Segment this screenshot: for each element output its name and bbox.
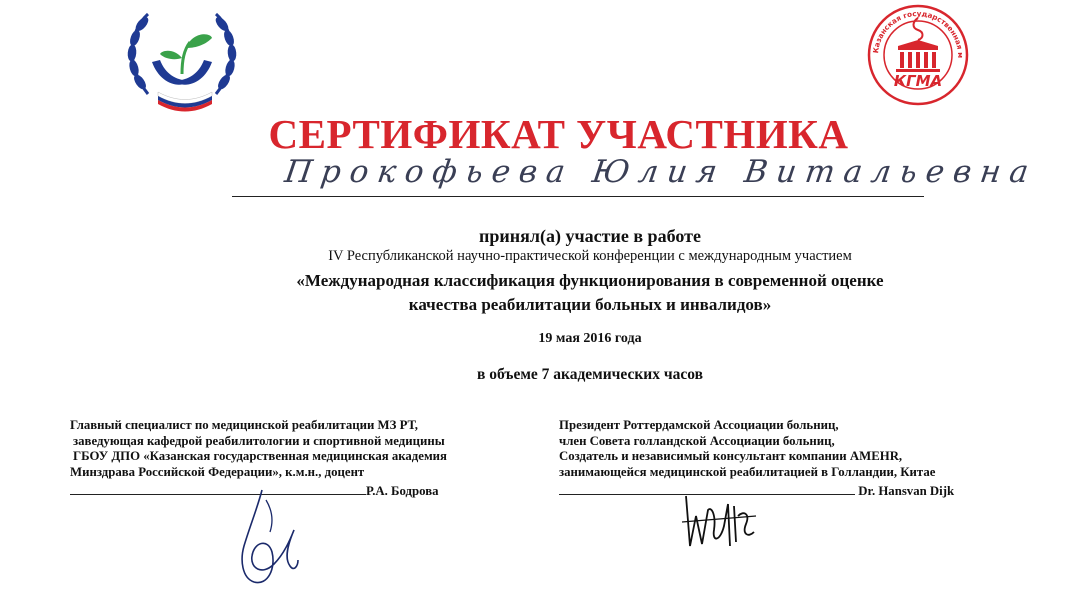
academic-hours: в объеме 7 академических часов (477, 366, 703, 383)
left-handwritten-signature (232, 486, 302, 586)
kgma-seal-logo (862, 4, 974, 106)
association-logo (118, 2, 246, 112)
recipient-name: Прокофьева Юлия Витальевна (282, 154, 1040, 190)
event-date: 19 мая 2016 года (538, 331, 642, 346)
seal-abbr: КГМА (893, 72, 943, 90)
left-signatory-line-3: ГБОУ ДПО «Казанская государственная медицинская академия (73, 449, 447, 463)
left-signatory-line-2: заведующая кафедрой реабилитологии и спортивной медицины (73, 433, 445, 448)
name-underline (232, 196, 924, 197)
right-signatory-name: Dr. Hansvan Dijk (858, 484, 955, 498)
right-signatory-line-4: занимающейся медицинской реабилитацией в Голландии, Китае (559, 464, 936, 479)
right-signatory-line-3: Создатель и независимый консультант компании AMEHR, (559, 449, 903, 463)
conference-topic-line-1: «Международная классификация функционирования в современной оценке (296, 271, 884, 290)
left-signatory-line-1: Главный специалист по медицинской реабилитации МЗ РТ, (70, 418, 418, 432)
left-signatory-line-4: Минздрава Российской Федерации», к.м.н., доцент (70, 464, 365, 479)
certificate-title: СЕРТИФИКАТ УЧАСТНИКА (268, 111, 849, 157)
seal-ring-text: Казанская государственная м (871, 8, 966, 59)
participation-text: принял(а) участие в работе (479, 226, 701, 246)
right-signatory-line-2: член Совета голландской Ассоциации больниц, (559, 433, 835, 448)
left-signatory-name: Р.А. Бодрова (366, 484, 439, 498)
right-handwritten-signature (676, 486, 758, 556)
conference-description: IV Республиканской научно-практической конференции с международным участием (328, 248, 852, 264)
right-signatory-line-1: Президент Роттердамской Ассоциации больниц, (559, 418, 839, 432)
left-signature-line (70, 480, 366, 495)
conference-topic-line-2: качества реабилитации больных и инвалидов» (408, 295, 772, 314)
